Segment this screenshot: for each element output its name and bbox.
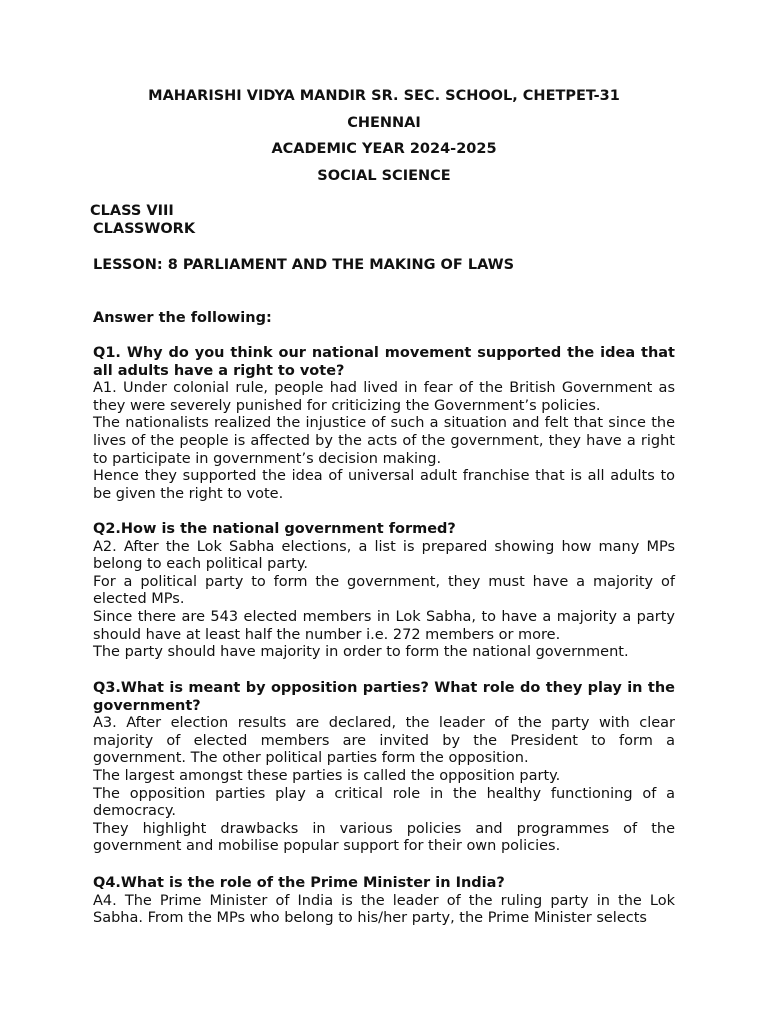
answer-1 bbox=[93, 380, 675, 503]
answer-paragraph: The largest amongst these parties is called the opposition party. bbox=[93, 767, 561, 784]
answer-2 bbox=[93, 539, 675, 662]
school-name: MAHARISHI VIDYA MANDIR SR. SEC. SCHOOL, CHETPET-31 bbox=[148, 88, 620, 104]
question-1: Q1. Why do you think our national movement supported the idea that all adults have a right to vote? bbox=[93, 345, 675, 379]
answer-paragraph: For a political party to form the government, they must have a majority of elected MPs. bbox=[93, 573, 675, 608]
academic-year: ACADEMIC YEAR 2024-2025 bbox=[271, 141, 497, 157]
question-block-4 bbox=[93, 875, 675, 928]
question-block-2 bbox=[93, 521, 675, 662]
class-label: CLASS VIII bbox=[90, 203, 174, 219]
answer-paragraph: Since there are 543 elected members in Lok Sabha, to have a majority a party should have at least half the number i.e. 272 members or more. bbox=[93, 608, 675, 643]
answer-paragraph: The opposition parties play a critical role in the healthy functioning of a democracy. bbox=[93, 785, 675, 820]
answer-3 bbox=[93, 715, 675, 856]
answer-paragraph: The nationalists realized the injustice of such a situation and felt that since the lives of the people is affected by the acts of the government, they have a right to participate in government’s decision making. bbox=[93, 415, 675, 467]
answer-paragraph: Hence they supported the idea of universal adult franchise that is all adults to be given the right to vote. bbox=[93, 468, 675, 502]
lesson-title: LESSON: 8 PARLIAMENT AND THE MAKING OF LAWS bbox=[93, 257, 515, 273]
answer-paragraph: They highlight drawbacks in various policies and programmes of the government and mobilise popular support for their own policies. bbox=[93, 820, 675, 855]
instruction-text: Answer the following: bbox=[93, 310, 272, 326]
answer-paragraph: A4. The Prime Minister of India is the leader of the ruling party in the Lok Sabha. From the MPs who belong to his/her party, the Prime Minister selects bbox=[93, 892, 675, 927]
question-3: Q3.What is meant by opposition parties? What role do they play in the government? bbox=[93, 680, 675, 714]
answer-paragraph: A1. Under colonial rule, people had lived in fear of the British Government as they were severely punished for criticizing the Government’s policies. bbox=[93, 380, 675, 414]
answer-4 bbox=[93, 893, 675, 928]
question-block-3 bbox=[93, 680, 675, 856]
answer-paragraph: A2. After the Lok Sabha elections, a list is prepared showing how many MPs belong to each political party. bbox=[93, 538, 675, 573]
answer-paragraph: A3. After election results are declared, the leader of the party with clear majority of elected members are invited by the President to form a government. The other political parties form the opposition. bbox=[93, 715, 675, 767]
question-4: Q4.What is the role of the Prime Minister in India? bbox=[93, 875, 505, 891]
question-2: Q2.How is the national government formed? bbox=[93, 521, 456, 537]
question-block-1 bbox=[93, 345, 675, 503]
answer-paragraph: The party should have majority in order to form the national government. bbox=[93, 644, 629, 661]
subject-title: SOCIAL SCIENCE bbox=[317, 168, 451, 184]
work-type-label: CLASSWORK bbox=[93, 221, 196, 237]
city-name: CHENNAI bbox=[347, 115, 421, 131]
